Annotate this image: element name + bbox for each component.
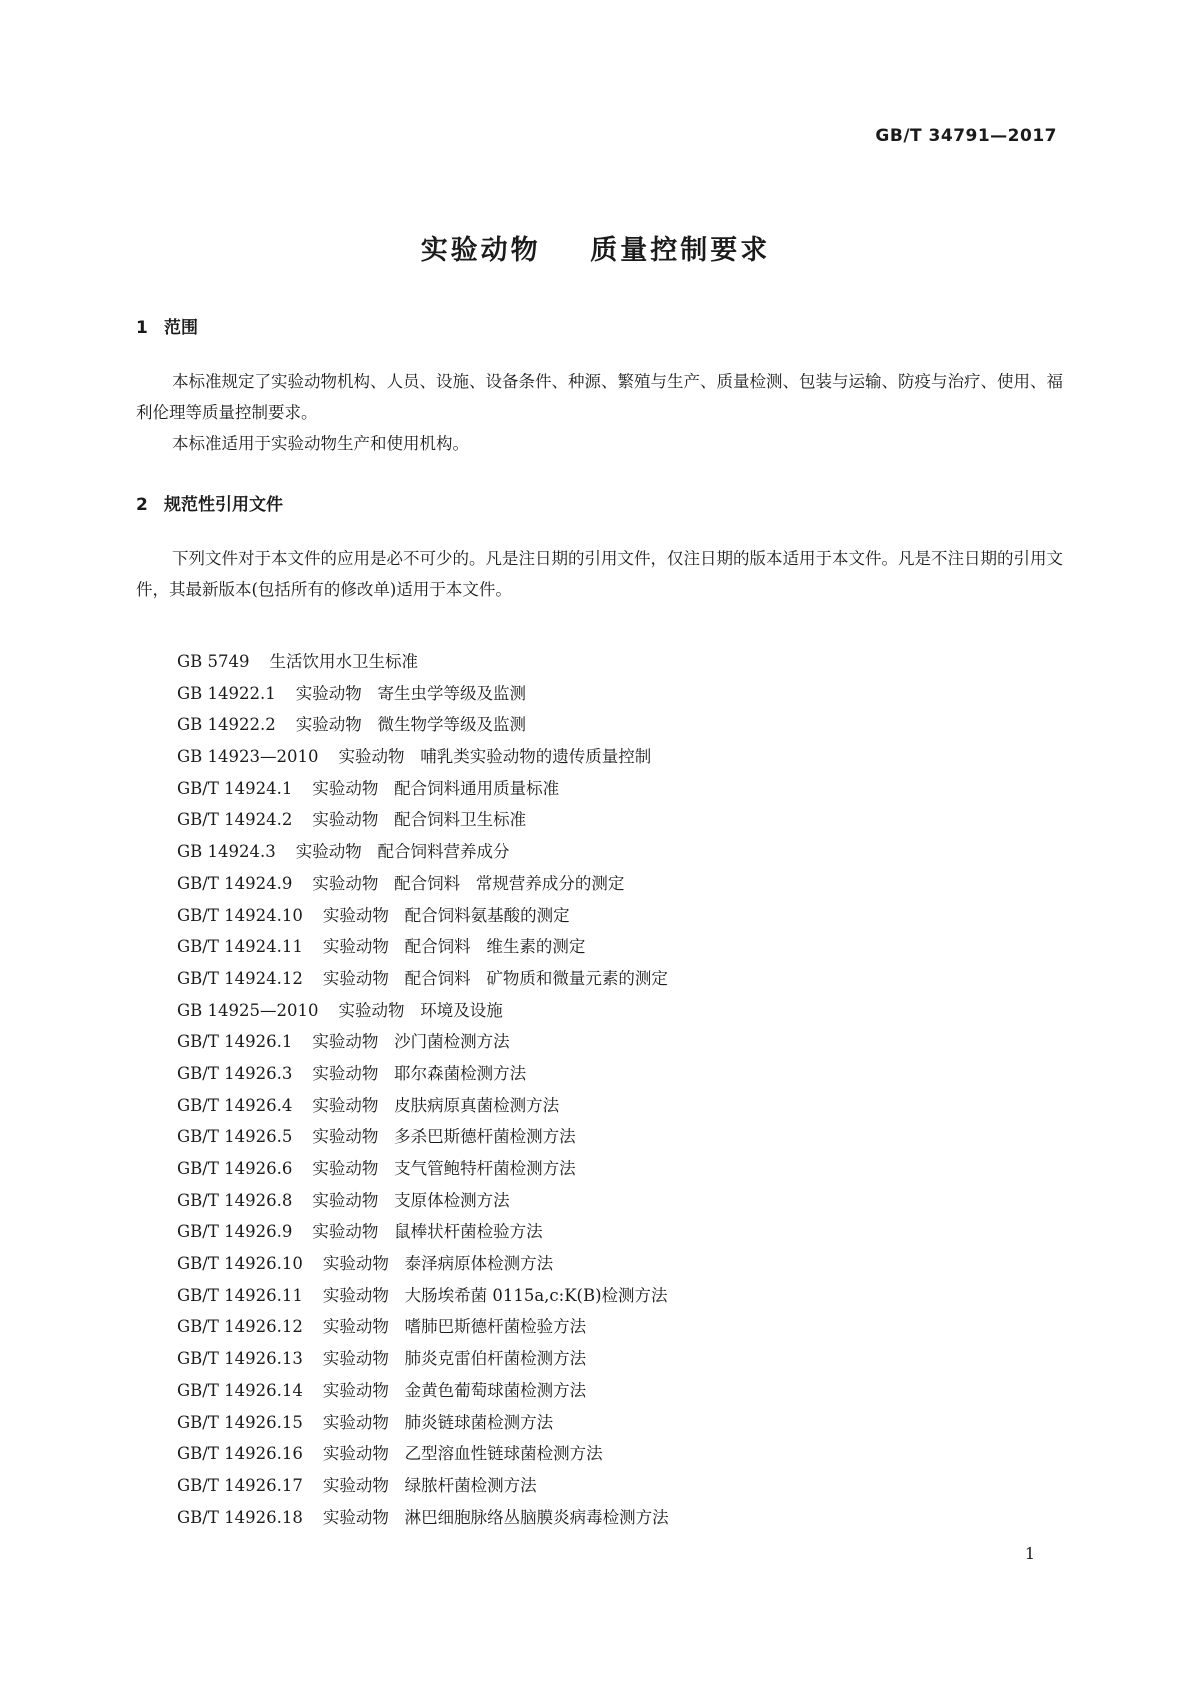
reference-title: 实验动物 乙型溶血性链球菌检测方法 (322, 1444, 603, 1464)
reference-item (177, 1153, 669, 1185)
reference-item (177, 1502, 669, 1534)
reference-item (177, 646, 669, 678)
reference-item (177, 1026, 669, 1058)
reference-code: GB/T 14924.12 (177, 968, 303, 988)
reference-item (177, 1470, 669, 1502)
reference-item (177, 868, 669, 900)
reference-title: 实验动物 淋巴细胞脉络丛脑膜炎病毒检测方法 (322, 1507, 669, 1527)
reference-item (177, 1058, 669, 1090)
reference-title: 实验动物 配合饲料营养成分 (295, 842, 510, 862)
reference-title: 实验动物 配合饲料通用质量标准 (312, 778, 560, 798)
reference-title: 实验动物 多杀巴斯德杆菌检测方法 (312, 1127, 576, 1147)
reference-code: GB/T 14924.9 (177, 873, 293, 893)
section-number: 2 (136, 495, 148, 515)
reference-item (177, 995, 669, 1027)
reference-item (177, 741, 669, 773)
document-title: 实验动物 质量控制要求 (420, 235, 771, 266)
reference-title: 实验动物 微生物学等级及监测 (295, 715, 527, 735)
reference-title: 实验动物 肺炎克雷伯杆菌检测方法 (322, 1349, 587, 1369)
reference-title: 实验动物 泰泽病原体检测方法 (322, 1254, 554, 1274)
reference-code: GB/T 14924.10 (177, 905, 303, 925)
reference-code: GB/T 14926.4 (177, 1095, 293, 1115)
reference-code: GB/T 14926.5 (177, 1127, 293, 1147)
reference-title: 实验动物 皮肤病原真菌检测方法 (312, 1095, 560, 1115)
reference-code: GB/T 14926.11 (177, 1285, 303, 1305)
section-title: 范围 (164, 318, 198, 338)
reference-item (177, 709, 669, 741)
reference-code: GB 14925—2010 (177, 1000, 319, 1020)
reference-title: 实验动物 配合饲料卫生标准 (312, 810, 527, 830)
reference-title: 实验动物 配合饲料 常规营养成分的测定 (312, 873, 625, 893)
reference-code: GB/T 14926.9 (177, 1222, 293, 1242)
reference-code: GB/T 14924.2 (177, 810, 293, 830)
reference-title: 实验动物 沙门菌检测方法 (312, 1032, 510, 1052)
reference-title: 实验动物 嗜肺巴斯德杆菌检验方法 (322, 1317, 587, 1337)
reference-title: 实验动物 肺炎链球菌检测方法 (322, 1412, 554, 1432)
reference-item (177, 804, 669, 836)
section-number: 1 (136, 318, 148, 338)
reference-item (177, 1185, 669, 1217)
reference-code: GB/T 14926.18 (177, 1507, 303, 1527)
reference-title: 实验动物 金黄色葡萄球菌检测方法 (322, 1380, 587, 1400)
reference-title: 实验动物 耶尔森菌检测方法 (312, 1063, 527, 1083)
reference-code: GB/T 14926.15 (177, 1412, 303, 1432)
reference-code: GB 14923—2010 (177, 747, 319, 767)
reference-code: GB/T 14924.11 (177, 937, 303, 957)
reference-title: 生活饮用水卫生标准 (269, 652, 419, 671)
reference-item (177, 931, 669, 963)
reference-title: 实验动物 配合饲料氨基酸的测定 (322, 905, 570, 925)
reference-code: GB/T 14926.10 (177, 1254, 303, 1274)
references-intro-paragraph: 下列文件对于本文件的应用是必不可少的。凡是注日期的引用文件，仅注日期的版本适用于本文件。凡是不注日期的引用文件，其最新版本(包括所有的修改单)适用于本文件。 (136, 549, 1063, 599)
scope-applicability-paragraph: 本标准适用于实验动物生产和使用机构。 (172, 434, 469, 453)
section-heading-scope (136, 313, 198, 338)
reference-item (177, 1407, 669, 1439)
reference-item (177, 836, 669, 868)
reference-code: GB/T 14926.17 (177, 1475, 303, 1495)
page-number: 1 (1024, 1544, 1035, 1563)
reference-item (177, 1216, 669, 1248)
reference-code: GB/T 14926.3 (177, 1063, 293, 1083)
reference-item (177, 963, 669, 995)
scope-paragraph: 本标准规定了实验动物机构、人员、设施、设备条件、种源、繁殖与生产、质量检测、包装与运输、防疫与治疗、使用、福利伦理等质量控制要求。 (136, 372, 1063, 422)
reference-item (177, 1248, 669, 1280)
reference-code: GB 14922.1 (177, 683, 276, 703)
reference-code: GB/T 14926.16 (177, 1444, 303, 1464)
reference-code: GB/T 14926.6 (177, 1159, 293, 1178)
reference-title: 实验动物 寄生虫学等级及监测 (295, 683, 527, 703)
reference-item (177, 1375, 669, 1407)
reference-code: GB/T 14924.1 (177, 778, 293, 798)
reference-title: 实验动物 大肠埃希菌 0115a,c:K(B)检测方法 (322, 1285, 668, 1305)
reference-item (177, 678, 669, 710)
reference-code: GB/T 14926.1 (177, 1032, 293, 1052)
reference-code: GB 5749 (177, 652, 250, 671)
reference-code: GB 14924.3 (177, 842, 276, 862)
reference-title: 实验动物 配合饲料 维生素的测定 (322, 937, 586, 957)
standard-code: GB/T 34791—2017 (875, 126, 1057, 146)
reference-list (177, 646, 669, 1533)
reference-item (177, 900, 669, 932)
reference-title: 实验动物 支气管鲍特杆菌检测方法 (312, 1159, 576, 1178)
reference-item (177, 773, 669, 805)
reference-item (177, 1438, 669, 1470)
reference-code: GB/T 14926.14 (177, 1380, 303, 1400)
reference-item (177, 1280, 669, 1312)
reference-code: GB/T 14926.12 (177, 1317, 303, 1337)
reference-item (177, 1121, 669, 1153)
reference-code: GB 14922.2 (177, 715, 276, 735)
section-heading-normative-references (136, 490, 283, 515)
reference-code: GB/T 14926.13 (177, 1349, 303, 1369)
reference-item (177, 1090, 669, 1122)
reference-title: 实验动物 支原体检测方法 (312, 1190, 510, 1210)
section-title: 规范性引用文件 (164, 495, 283, 515)
reference-title: 实验动物 配合饲料 矿物质和微量元素的测定 (322, 968, 668, 988)
reference-code: GB/T 14926.8 (177, 1190, 293, 1210)
reference-title: 实验动物 哺乳类实验动物的遗传质量控制 (338, 747, 652, 767)
reference-item (177, 1343, 669, 1375)
reference-item (177, 1311, 669, 1343)
reference-title: 实验动物 绿脓杆菌检测方法 (322, 1475, 537, 1495)
reference-title: 实验动物 鼠棒状杆菌检验方法 (312, 1222, 543, 1242)
reference-title: 实验动物 环境及设施 (338, 1000, 503, 1020)
